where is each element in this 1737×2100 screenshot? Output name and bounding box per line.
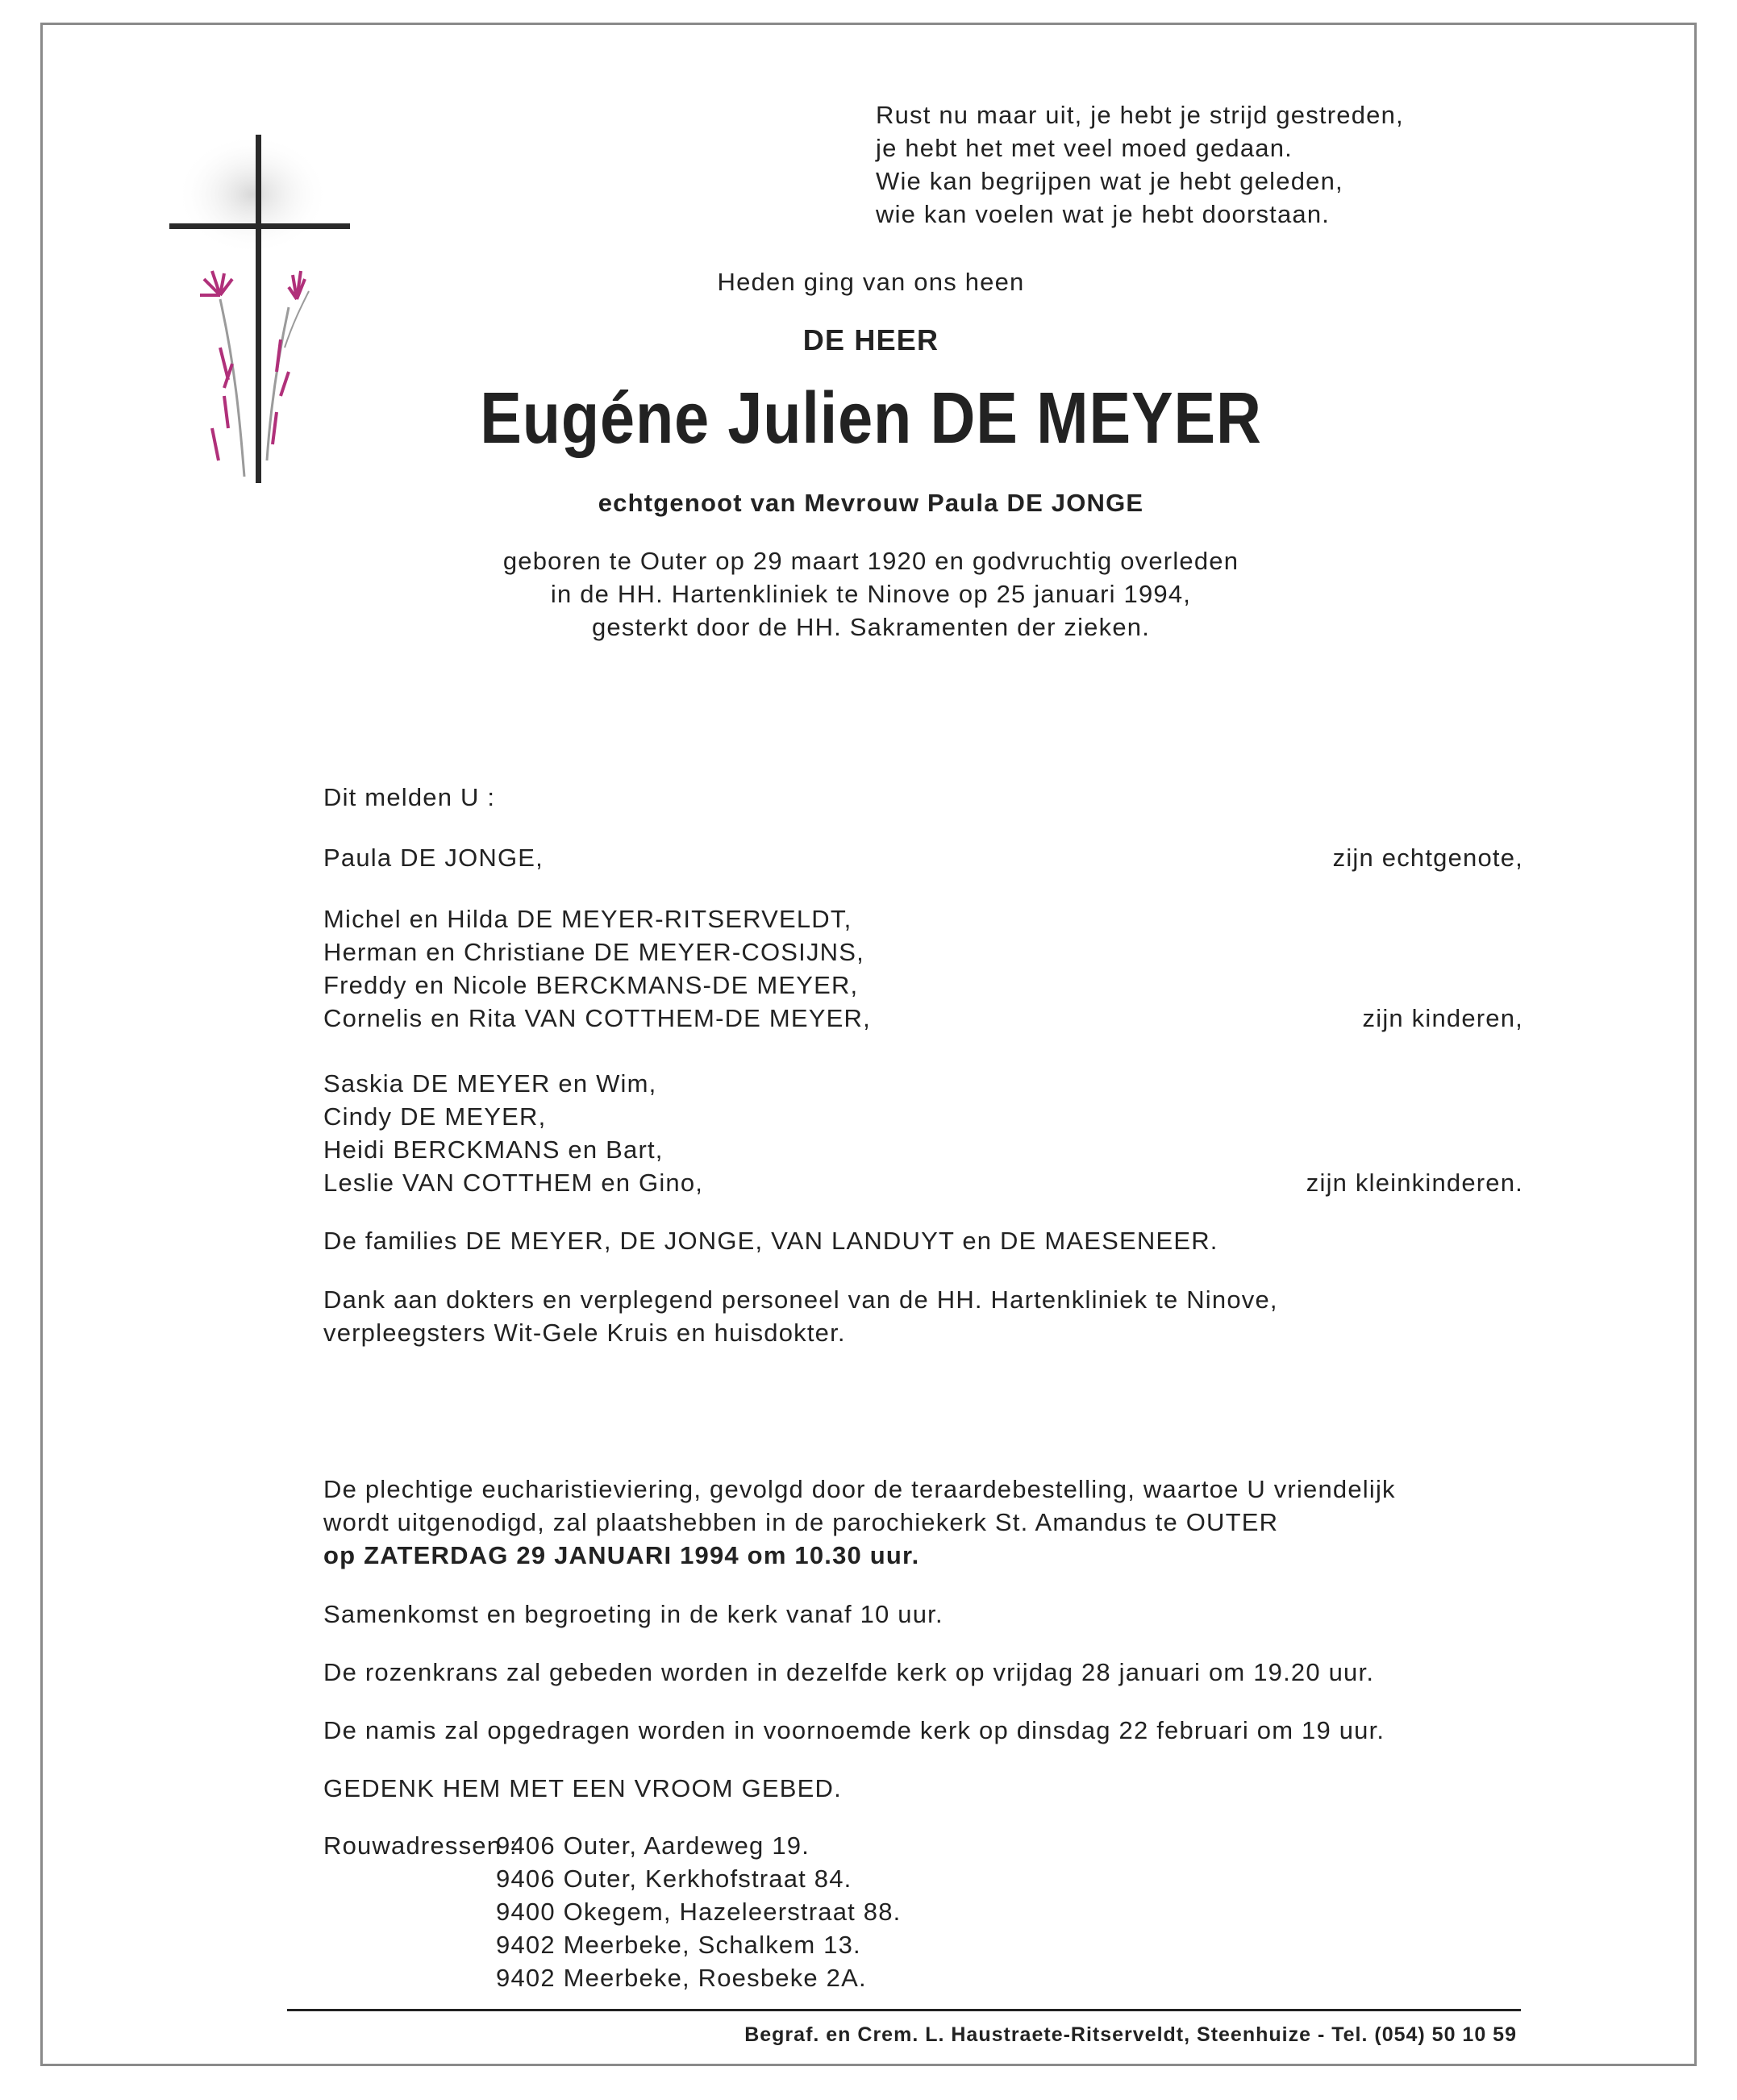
address-line: 9406 Outer, Kerkhofstraat 84. — [496, 1865, 852, 1893]
deceased-name: Eugéne Julien DE MEYER — [480, 378, 1262, 459]
gathering-line: Samenkomst en begroeting in de kerk vanaf 10 uur. — [323, 1600, 943, 1628]
child-row: Michel en Hilda DE MEYER-RITSERVELDT, — [323, 905, 852, 933]
address-line: 9400 Okegem, Hazeleerstraat 88. — [496, 1898, 902, 1926]
thanks-line: Dank aan dokters en verplegend personeel van de HH. Hartenkliniek te Ninove, — [323, 1285, 1278, 1314]
poem — [876, 98, 1404, 231]
ceremony-line: De plechtige eucharistieviering, gevolgd door de teraardebestelling, waartoe U vriendelijk — [323, 1475, 1396, 1503]
poem-line: wie kan voelen wat je hebt doorstaan. — [876, 200, 1331, 228]
intro-text: Heden ging van ons heen — [717, 268, 1025, 296]
poem-line: Wie kan begrijpen wat je hebt geleden, — [876, 167, 1343, 195]
announce-intro: Dit melden U : — [323, 783, 496, 811]
child-row: Herman en Christiane DE MEYER-COSIJNS, — [323, 938, 864, 966]
ceremony-line: wordt uitgenodigd, zal plaatshebben in de parochiekerk St. Amandus te OUTER — [323, 1508, 1279, 1536]
obituary-card — [40, 23, 1697, 2066]
footer-divider — [287, 2009, 1521, 2011]
address-line: 9402 Meerbeke, Roesbeke 2A. — [496, 1964, 867, 1992]
children-relation: zijn kinderen, — [1362, 1004, 1523, 1032]
ceremony-date: op ZATERDAG 29 JANUARI 1994 om 10.30 uur. — [323, 1541, 920, 1569]
thanks-line: verpleegsters Wit-Gele Kruis en huisdokter. — [323, 1319, 846, 1347]
address-line: 9402 Meerbeke, Schalkem 13. — [496, 1931, 861, 1959]
addresses-list — [496, 1829, 901, 1994]
grandchild-row — [323, 1166, 1523, 1199]
poem-line: Rust nu maar uit, je hebt je strijd gestreden, — [876, 101, 1404, 129]
rosary-line: De rozenkrans zal gebeden worden in dezelfde kerk op vrijdag 28 januari om 19.20 uur. — [323, 1658, 1375, 1686]
prayer-line: GEDENK HEM MET EEN VROOM GEBED. — [323, 1774, 842, 1802]
grandchildren-relation: zijn kleinkinderen. — [1306, 1169, 1523, 1197]
address-line: 9406 Outer, Aardeweg 19. — [496, 1831, 810, 1860]
footer-undertaker: Begraf. en Crem. L. Haustraete-Ritserveldt, Steenhuize - Tel. (054) 50 10 59 — [744, 2023, 1517, 2046]
birth-death-line: geboren te Outer op 29 maart 1920 en godvruchtig overleden — [502, 547, 1239, 575]
birth-death-block — [2, 544, 1737, 644]
title-prefix: DE HEER — [802, 323, 939, 356]
grandchild-row: Cindy DE MEYER, — [323, 1102, 547, 1131]
spouse-relation: zijn echtgenote, — [1332, 844, 1523, 872]
birth-death-line: gesterkt door de HH. Sakramenten der zieken. — [591, 613, 1151, 641]
spouse-name: Paula DE JONGE, — [323, 844, 544, 872]
grandchild-row: Saskia DE MEYER en Wim, — [323, 1069, 657, 1098]
addresses-label: Rouwadressen : — [323, 1831, 518, 1860]
child-row — [323, 1002, 1523, 1035]
grandchild-name: Leslie VAN COTTHEM en Gino, — [323, 1169, 704, 1197]
poem-line: je hebt het met veel moed gedaan. — [876, 134, 1293, 162]
families-line: De families DE MEYER, DE JONGE, VAN LANDUYT en DE MAESENEER. — [323, 1227, 1218, 1255]
grandchild-row: Heidi BERCKMANS en Bart, — [323, 1135, 664, 1164]
child-name: Cornelis en Rita VAN COTTHEM-DE MEYER, — [323, 1004, 871, 1032]
spouse-line: echtgenoot van Mevrouw Paula DE JONGE — [598, 489, 1144, 517]
memorial-line: De namis zal opgedragen worden in voornoemde kerk op dinsdag 22 februari om 19 uur. — [323, 1716, 1385, 1744]
spouse-row — [323, 841, 1523, 874]
child-row: Freddy en Nicole BERCKMANS-DE MEYER, — [323, 971, 859, 999]
birth-death-line: in de HH. Hartenkliniek te Ninove op 25 januari 1994, — [550, 580, 1192, 608]
